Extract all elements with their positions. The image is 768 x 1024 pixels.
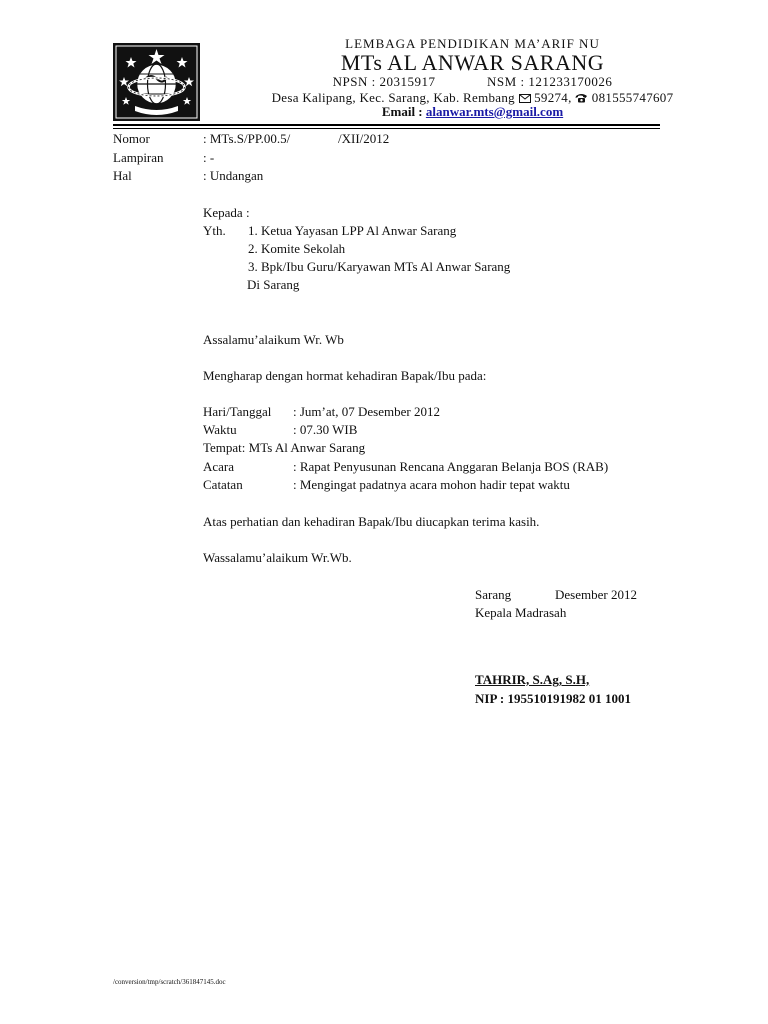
recipient-location: Di Sarang (247, 277, 300, 292)
intro-text: Mengharap dengan hormat kehadiran Bapak/Ibu pada: (203, 368, 487, 383)
nu-logo-icon (113, 43, 200, 121)
meta-label-nomor: Nomor (113, 131, 150, 146)
meta-value-lampiran: : - (203, 150, 215, 165)
signature-place: Sarang (475, 587, 512, 602)
detail-label: Hari/Tanggal (203, 404, 272, 419)
email-link[interactable]: alanwar.mts@gmail.com (425, 104, 564, 119)
recipient-yth: Yth. (203, 223, 226, 238)
meta-value-nomor: : MTs.S/PP.00.5/ (203, 131, 291, 146)
file-path-footer: /conversion/tmp/scratch/361847145.doc (113, 978, 226, 986)
email-label: Email : (381, 104, 423, 119)
school-name: MTs AL ANWAR SARANG (340, 50, 605, 75)
detail-value: : Rapat Penyusunan Rencana Anggaran Belanja BOS (RAB) (293, 459, 609, 474)
detail-value: : Mengingat padatnya acara mohon hadir tepat waktu (293, 477, 570, 492)
detail-label: Tempat: MTs Al Anwar Sarang (203, 440, 366, 455)
meta-value-nomor-suffix: /XII/2012 (338, 131, 390, 146)
address-text: Desa Kalipang, Kec. Sarang, Kab. Rembang (271, 90, 515, 105)
school-email (205, 104, 740, 120)
recipient-item: 2. Komite Sekolah (248, 241, 346, 256)
signature-title: Kepala Madrasah (475, 605, 567, 620)
signature-nip: NIP : 195510191982 01 1001 (475, 691, 631, 706)
closing-thanks: Atas perhatian dan kehadiran Bapak/Ibu diucapkan terima kasih. (203, 514, 540, 529)
meta-value-hal: : Undangan (203, 168, 264, 183)
institution-name: LEMBAGA PENDIDIKAN MA’ARIF NU (345, 36, 600, 51)
meta-label-hal: Hal (113, 168, 132, 183)
meta-label-lampiran: Lampiran (113, 150, 164, 165)
detail-label: Waktu (203, 422, 237, 437)
detail-label: Acara (203, 459, 235, 474)
signature-date: Desember 2012 (555, 587, 637, 602)
postal-code: 59274, (534, 90, 572, 105)
detail-label: Catatan (203, 477, 243, 492)
greeting: Assalamu’alaikum Wr. Wb (203, 332, 344, 347)
recipient-item: 1. Ketua Yayasan LPP Al Anwar Sarang (248, 223, 457, 238)
nsm: NSM : 121233170026 (487, 74, 613, 89)
school-ids (205, 74, 740, 90)
signature-name: TAHRIR, S.Ag, S.H, (475, 672, 590, 687)
recipient-heading: Kepada : (203, 205, 250, 220)
recipient-item: 3. Bpk/Ibu Guru/Karyawan MTs Al Anwar Sarang (248, 259, 511, 274)
detail-value: : 07.30 WIB (293, 422, 358, 437)
npsn: NPSN : 20315917 (332, 74, 436, 89)
detail-value: : Jum’at, 07 Desember 2012 (293, 404, 440, 419)
phone-number: 081555747607 (591, 90, 674, 105)
closing-salam: Wassalamu’alaikum Wr.Wb. (203, 550, 352, 565)
header-rule-thick (113, 124, 660, 126)
header-rule-thin (113, 128, 660, 129)
